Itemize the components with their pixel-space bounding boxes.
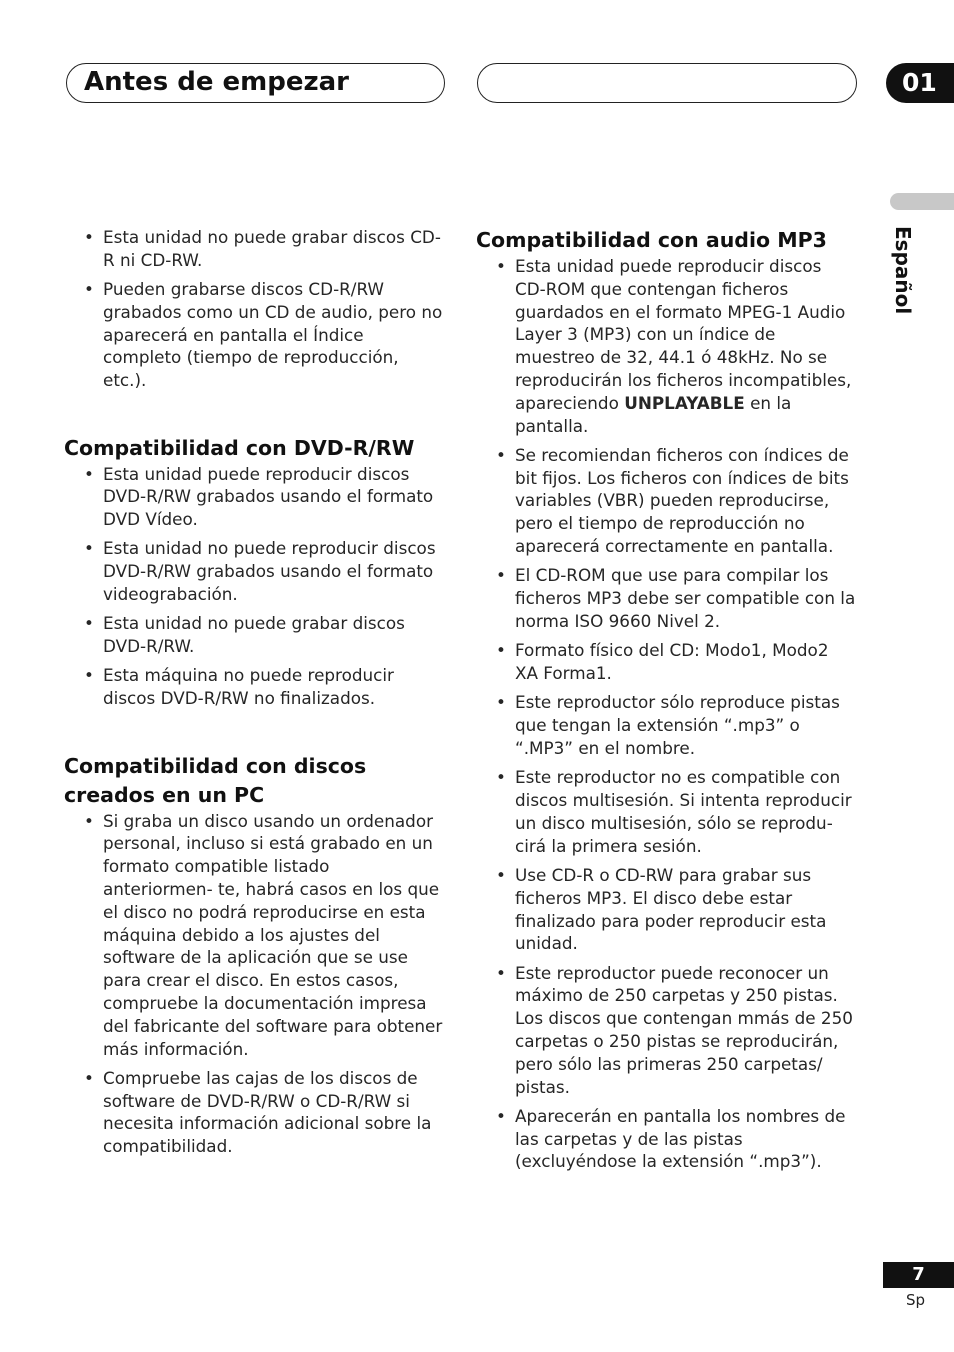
left-column <box>64 226 444 1165</box>
bullet-icon: • <box>496 767 506 788</box>
language-tab-bar <box>890 193 954 210</box>
bullet-icon: • <box>84 613 94 634</box>
bullet-icon: • <box>84 279 94 300</box>
list-item-text: Esta unidad no puede reproducir discos DVD-R/RW grabados usando el formato videograbación. <box>103 538 436 605</box>
list-item-text: Este reproductor sólo reproduce pistas que tengan la extensión “.mp3” o “.MP3” en el nombre. <box>515 692 840 758</box>
bullet-icon: • <box>496 256 506 276</box>
page-title: Antes de empezar <box>84 67 349 97</box>
list-item <box>476 962 856 1099</box>
list-item-text: Esta unidad puede reproducir discos CD-ROM que contengan ficheros guardados en el formato MPEG-1 Audio Layer 3 (MP3) con un índice de muestreo de 32, 44.1 ó 48kHz. No se reproducirán los ficheros incompatibles, apareciendo <box>515 256 852 413</box>
list-item <box>64 226 444 272</box>
page-number: 7 <box>883 1262 954 1288</box>
list-item <box>476 864 856 955</box>
list-item-text: Pueden grabarse discos CD-R/RW grabados como un CD de audio, pero no aparecerá en pantalla el Índice completo (tiempo de reproducción, etc.). <box>103 279 443 391</box>
list-item-text: Si graba un disco usando un ordenador personal, incluso si está grabado en un formato compatible listado anteriormen- te, habrá casos en los que el disco no podrá reproducirse en esta máquina debido a los ajustes del software de la aplicación que se use para crear el disco. En estos casos, compruebe la documentación impresa del fabricante del software para obtener más información. <box>103 810 443 1059</box>
page-language-code: Sp <box>906 1291 926 1309</box>
section-heading-pc-line2: creados en un PC <box>64 782 265 807</box>
list-item <box>476 766 856 857</box>
bullet-icon: • <box>84 463 94 484</box>
list-item <box>476 564 856 632</box>
list-item-text: Este reproductor puede reconocer un máximo de 250 carpetas y 250 pistas. Los discos que contengan mmás de 250 carpetas o 250 pistas se reproducirán, pero sólo las primeras 250 carpetas/ pistas. <box>515 962 853 1097</box>
chapter-tab: 01 <box>886 63 954 103</box>
section-heading-pc <box>64 752 444 810</box>
list-item <box>64 664 444 710</box>
bullet-icon: • <box>84 665 94 686</box>
list-item-text: Esta máquina no puede reproducir discos DVD-R/RW no finalizados. <box>103 665 394 709</box>
list-item <box>476 691 856 759</box>
unplayable-indicator: UNPLAYABLE <box>624 392 745 413</box>
list-item-text: Compruebe las cajas de los discos de software de DVD-R/RW o CD-R/RW si necesita información adicional sobre la compatibilidad. <box>103 1067 432 1157</box>
list-item <box>476 1105 856 1173</box>
list-item-text: Esta unidad no puede grabar discos CD-R ni CD-RW. <box>103 227 441 270</box>
bullet-icon: • <box>496 1105 506 1126</box>
bullet-icon: • <box>496 640 506 661</box>
dvd-list <box>64 463 444 710</box>
list-item-text: Aparecerán en pantalla los nombres de las carpetas y de las pistas (excluyéndose la extensión “.mp3”). <box>515 1105 846 1172</box>
list-item-text: Formato físico del CD: Modo1, Modo2 XA Forma1. <box>515 640 829 684</box>
list-item-text: Este reproductor no es compatible con discos multisesión. Si intenta reproducir un disco multisesión, sólo se reprodu- cirá la primera sesión. <box>515 767 852 856</box>
intro-list <box>64 226 444 392</box>
bullet-icon: • <box>496 444 506 465</box>
list-item-text: Esta unidad puede reproducir discos DVD-R/RW grabados usando el formato DVD Vídeo. <box>103 463 434 530</box>
bullet-icon: • <box>84 538 94 559</box>
list-item <box>476 639 856 685</box>
list-item <box>64 810 444 1061</box>
section-heading-mp3: Compatibilidad con audio MP3 <box>476 228 827 252</box>
bullet-icon: • <box>496 565 506 586</box>
list-item <box>476 255 856 437</box>
list-item <box>64 278 444 392</box>
mp3-list <box>476 255 856 1173</box>
list-item-text: Use CD-R o CD-RW para grabar sus ficheros MP3. El disco debe estar finalizado para poder reproducir esta unidad. <box>515 864 827 954</box>
section-heading-pc-line1: Compatibilidad con discos <box>64 753 367 778</box>
section-heading-dvd: Compatibilidad con DVD-R/RW <box>64 435 415 460</box>
bullet-icon: • <box>84 810 94 831</box>
list-item-text: Esta unidad no puede grabar discos DVD-R/RW. <box>103 613 405 657</box>
pc-list <box>64 810 444 1158</box>
header-empty-frame <box>477 63 857 103</box>
list-item <box>64 537 444 605</box>
list-item <box>64 612 444 658</box>
bullet-icon: • <box>84 227 94 247</box>
bullet-icon: • <box>496 864 506 885</box>
bullet-icon: • <box>496 692 506 713</box>
language-label: Español <box>891 226 915 315</box>
right-column <box>476 226 856 1180</box>
list-item-text: El CD-ROM que use para compilar los ficheros MP3 debe ser compatible con la norma ISO 9660 Nivel 2. <box>515 565 856 631</box>
bullet-icon: • <box>496 962 506 983</box>
list-item-text: Se recomiendan ficheros con índices de bit fijos. Los ficheros con índices de bits variables (VBR) pueden reproducirse, pero el tiempo de reproducción no aparecerá correctamente en pantalla. <box>515 444 849 557</box>
list-item-text-end: en la pantalla. <box>515 392 792 436</box>
list-item <box>64 1067 444 1158</box>
list-item <box>476 444 856 558</box>
bullet-icon: • <box>84 1067 94 1088</box>
list-item <box>64 463 444 531</box>
